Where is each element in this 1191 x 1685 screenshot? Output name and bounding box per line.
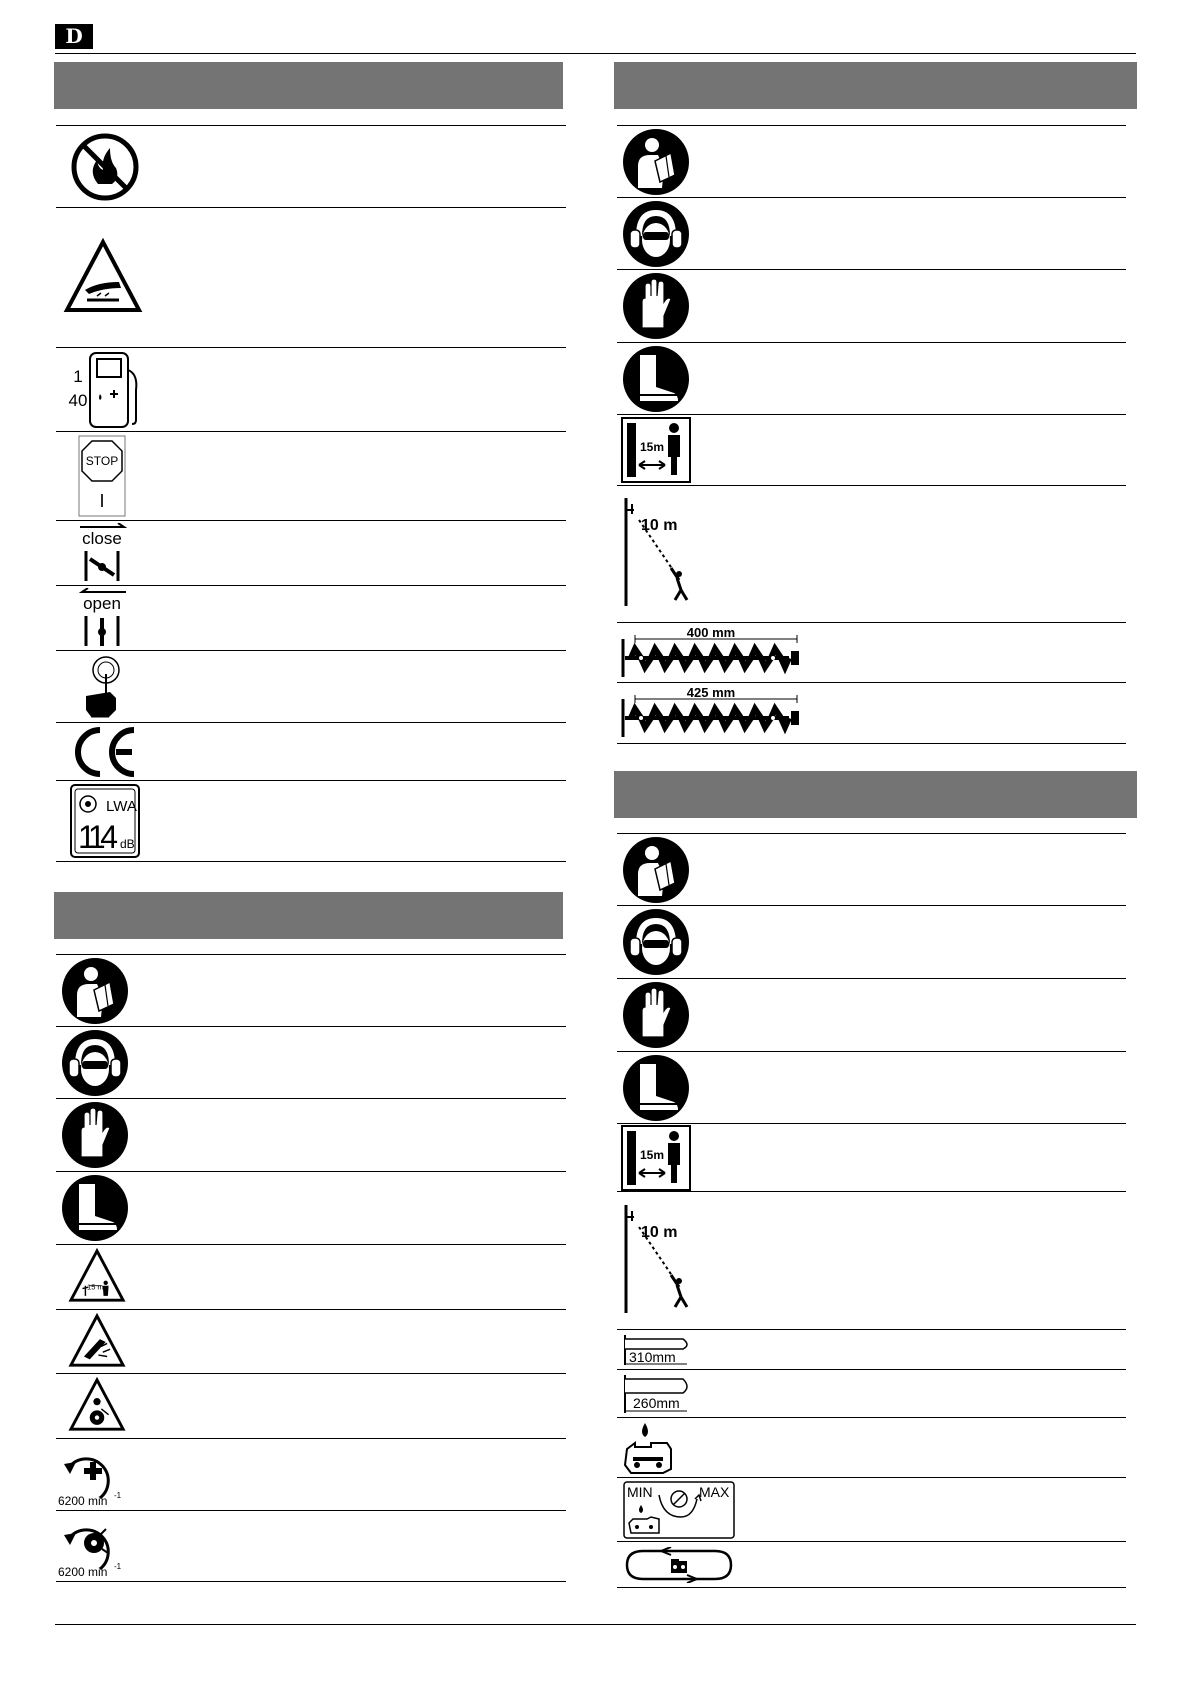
symbol-row-bar-260 xyxy=(617,1370,1126,1418)
symbol-row-chain-oil xyxy=(617,1418,1126,1478)
symbol-row-fuel-mix xyxy=(56,348,566,432)
symbol-row-ear-eye xyxy=(617,198,1126,270)
symbol-row-speed-blade xyxy=(56,1511,566,1582)
fuel-pump-icon xyxy=(64,350,144,430)
distance-10m: 10 m xyxy=(641,517,678,534)
choke-close-icon xyxy=(78,523,128,583)
open-label: open xyxy=(83,594,121,613)
bottom-rule xyxy=(55,1624,1136,1625)
symbol-row-ear-eye xyxy=(617,906,1126,979)
symbol-row-primer xyxy=(56,651,566,723)
safety-symbols-table xyxy=(56,954,566,1582)
read-manual-icon xyxy=(622,836,690,904)
symbol-row-gloves xyxy=(56,1099,566,1172)
symbol-row-read-manual xyxy=(56,955,566,1027)
speed-label: 6200 min xyxy=(58,1493,108,1508)
bar-length-260-icon xyxy=(623,1373,693,1415)
symbol-row-noise xyxy=(56,781,566,862)
symbol-row-stop xyxy=(56,432,566,521)
distance-15m: 15m xyxy=(640,1147,665,1162)
speed-exponent: -1 xyxy=(114,1562,122,1571)
symbol-row-blade-425 xyxy=(617,683,1126,744)
blade-425-label: 425 mm xyxy=(686,686,736,700)
stop-mark: I xyxy=(99,491,105,511)
safety-boots-icon xyxy=(622,1054,690,1122)
symbol-row-boots xyxy=(56,1172,566,1245)
cutting-length-425-icon xyxy=(621,686,801,740)
oil-max-label: MAX xyxy=(699,1483,730,1500)
power-line-distance-icon xyxy=(621,494,696,614)
symbol-row-no-fire xyxy=(56,126,566,208)
symbol-row-ear-eye xyxy=(56,1027,566,1099)
symbol-row-choke-close xyxy=(56,521,566,586)
symbol-row-distance-15m xyxy=(56,1245,566,1310)
corrosive-warning-icon xyxy=(62,238,144,318)
oil-flow-adjust-icon xyxy=(623,1481,735,1539)
symbol-row-choke-open xyxy=(56,586,566,651)
section-header-pole-saw-symbols xyxy=(614,771,1137,818)
hedge-trimmer-symbols-table xyxy=(617,125,1126,744)
symbol-row-chain-direction xyxy=(617,1542,1126,1588)
symbol-row-ce xyxy=(56,723,566,781)
machine-symbols-table xyxy=(56,125,566,862)
distance-10m: 10 m xyxy=(641,1223,678,1241)
symbol-row-distance-10m xyxy=(617,1192,1126,1330)
distance-warning-icon xyxy=(62,1248,132,1306)
blade-400-label: 400 mm xyxy=(686,625,736,640)
chain-direction-icon xyxy=(623,1547,735,1583)
stop-switch-icon xyxy=(78,435,126,517)
bar-length-310-icon xyxy=(623,1333,693,1367)
symbol-row-speed-trimmer xyxy=(56,1439,566,1511)
symbol-row-oil-adjust xyxy=(617,1478,1126,1542)
bystander-distance-icon xyxy=(621,1125,691,1191)
bar-310-label: 310mm xyxy=(629,1348,676,1365)
symbol-row-bar-310 xyxy=(617,1330,1126,1370)
symbol-row-boots xyxy=(617,343,1126,415)
gloves-icon xyxy=(61,1101,129,1169)
blade-warning-icon xyxy=(62,1377,132,1435)
symbol-row-read-manual xyxy=(617,126,1126,198)
symbol-row-distance-15m xyxy=(617,1124,1126,1192)
noise-value: 114 xyxy=(78,819,118,855)
lwa-label: LWA xyxy=(106,798,137,815)
speed-exponent: -1 xyxy=(114,1490,122,1500)
symbol-row-gloves xyxy=(617,270,1126,343)
gloves-icon xyxy=(622,272,690,340)
ear-eye-protection-icon xyxy=(622,200,690,268)
symbol-row-boots xyxy=(617,1052,1126,1124)
ce-mark-text: CE xyxy=(70,725,72,727)
symbol-row-blade xyxy=(56,1374,566,1439)
section-header-hedge-trimmer-symbols xyxy=(614,62,1137,109)
chain-oil-icon xyxy=(623,1421,675,1475)
safety-boots-icon xyxy=(61,1174,129,1242)
ear-eye-protection-icon xyxy=(622,908,690,976)
mix-ratio-top: 1 xyxy=(73,366,83,386)
symbol-row-gloves xyxy=(617,979,1126,1052)
noise-unit: dB xyxy=(120,837,135,851)
bar-260-label: 260mm xyxy=(633,1394,680,1411)
noise-level-icon xyxy=(70,784,140,858)
cutting-length-400-icon xyxy=(621,626,801,680)
symbol-row-distance-10m xyxy=(617,486,1126,623)
stop-label: STOP xyxy=(85,454,119,468)
speed-label: 6200 min xyxy=(58,1565,108,1579)
symbol-row-distance-15m xyxy=(617,415,1126,486)
distance-15m: 15m xyxy=(640,440,665,454)
safety-boots-icon xyxy=(622,345,690,413)
gloves-icon xyxy=(622,981,690,1049)
blade-speed-icon xyxy=(56,1513,136,1579)
ce-mark-icon xyxy=(70,726,138,778)
power-line-distance-icon xyxy=(621,1201,696,1321)
oil-min-label: MIN xyxy=(627,1483,653,1500)
read-manual-icon xyxy=(61,957,129,1025)
symbol-row-blade-400 xyxy=(617,623,1126,683)
trimmer-head-speed-icon xyxy=(56,1442,136,1508)
no-fire-icon xyxy=(70,132,140,202)
top-rule xyxy=(55,53,1136,54)
distance-15m-sign: 15 m xyxy=(87,1282,104,1292)
section-header-safety-symbols xyxy=(54,892,563,939)
close-label: close xyxy=(82,529,122,548)
symbol-row-read-manual xyxy=(617,834,1126,906)
read-manual-icon xyxy=(622,128,690,196)
ear-eye-protection-icon xyxy=(61,1029,129,1097)
language-badge: D xyxy=(55,24,93,49)
primer-bulb-icon xyxy=(82,654,126,720)
thrown-debris-icon xyxy=(62,1313,132,1371)
bystander-distance-icon xyxy=(621,417,691,483)
section-header-machine-symbols xyxy=(54,62,563,109)
mix-ratio-bottom: 40 xyxy=(68,390,88,410)
pole-saw-symbols-table xyxy=(617,833,1126,1588)
symbol-row-corrosive xyxy=(56,208,566,348)
symbol-row-debris xyxy=(56,1310,566,1374)
choke-open-icon xyxy=(78,588,128,648)
